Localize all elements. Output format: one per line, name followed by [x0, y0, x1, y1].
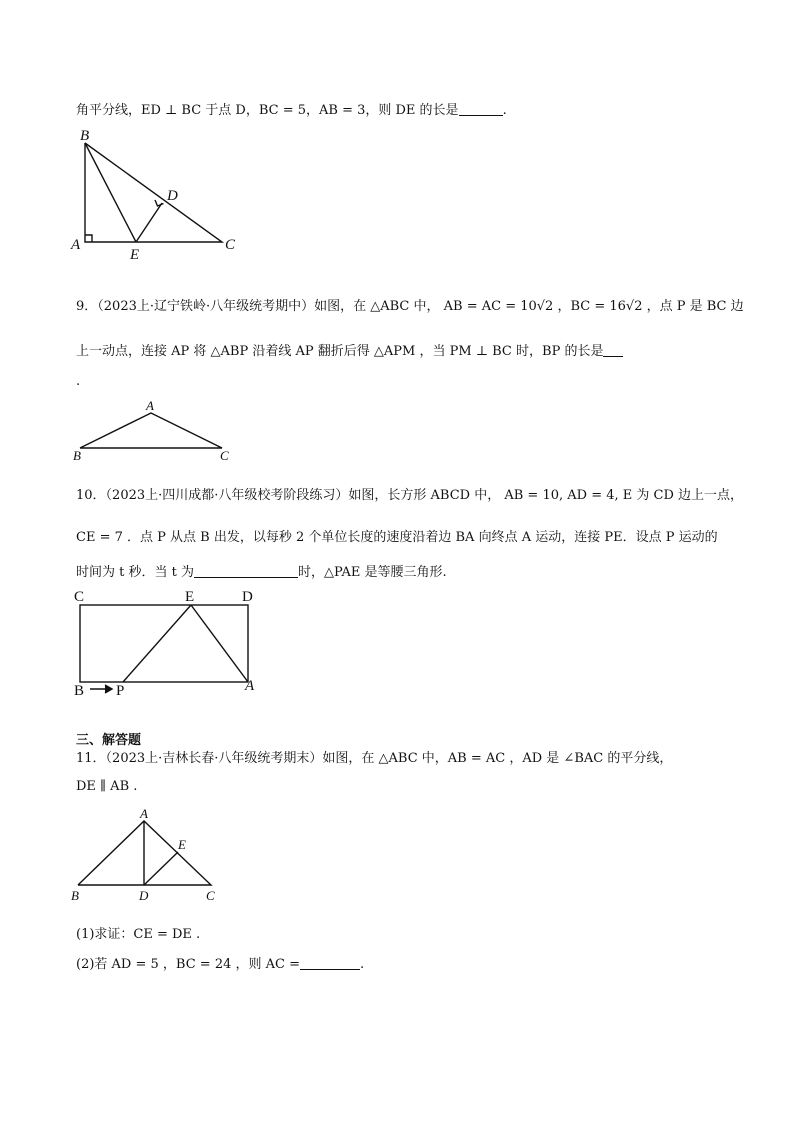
q8-figure — [70, 125, 250, 265]
q11-label-b: B — [71, 888, 79, 903]
q10-line2: CE = 7 ．点 P 从点 B 出发，以每秒 2 个单位长度的速度沿着边 BA 向终点 A 运动，连接 PE．设点 P 运动的 — [76, 530, 718, 545]
q10-rectangle-abcd — [80, 605, 248, 682]
q9-figure — [70, 396, 240, 466]
q8-line1: 角平分线，ED ⊥ BC 于点 D，BC = 5，AB = 3，则 DE 的长是 — [76, 103, 459, 118]
q11-line1: 11．（2023上·吉林长春·八年级统考期末）如图，在 △ABC 中，AB = AC ，AD 是 ∠BAC 的平分线， — [76, 751, 673, 766]
q8-label-c: C — [225, 237, 236, 253]
q10-answer-blank[interactable] — [194, 564, 298, 578]
q8-answer-blank[interactable] — [459, 102, 503, 116]
q10-line1: 10．（2023上·四川成都·八年级校考阶段练习）如图，长方形 ABCD 中， AB = 10, AD = 4, E 为 CD 边上一点， — [76, 488, 744, 503]
q8-label-d: D — [167, 188, 178, 204]
q10-line3a: 时间为 t 秒．当 t 为 — [76, 565, 194, 580]
q9-line3: . — [76, 374, 81, 389]
q8-segment-be — [85, 143, 136, 242]
q11-label-a: A — [140, 806, 148, 821]
q8-segment-ed — [136, 203, 162, 242]
q9-line2-wrap — [76, 343, 623, 361]
q11-label-e: E — [178, 837, 186, 852]
q11-figure — [68, 805, 228, 905]
q9-label-a: A — [146, 398, 154, 413]
q8-triangle-abc — [85, 143, 222, 242]
q9-label-b: B — [73, 448, 81, 463]
q11-part2a: (2)若 AD = 5 ，BC = 24 ，则 AC = — [76, 957, 300, 972]
q9-label-c: C — [220, 448, 229, 463]
q10-figure — [70, 587, 270, 702]
q10-motion-arrow-head — [105, 685, 112, 693]
q11-label-d: D — [139, 888, 149, 903]
q10-label-d: D — [242, 589, 253, 605]
q10-label-b: B — [74, 683, 85, 699]
q11-segment-de — [144, 852, 178, 885]
q8-label-e: E — [130, 247, 140, 263]
q8-text — [76, 102, 507, 120]
q11-part2b: . — [359, 957, 365, 972]
q10-label-e: E — [185, 589, 195, 605]
q8-label-a: A — [71, 237, 81, 253]
q8-label-b: B — [80, 128, 90, 144]
q8-right-angle-a — [85, 235, 92, 242]
section-title: 三、解答题 — [76, 733, 142, 748]
q11-part2 — [76, 956, 364, 974]
q11-line2: DE ∥ AB . — [76, 779, 138, 794]
q10-segment-ea — [191, 605, 248, 682]
q10-line3 — [76, 564, 447, 582]
q9-line2: 上一动点，连接 AP 将 △ABP 沿着线 AP 翻折后得 △APM ，当 PM ⊥ BC 时，BP 的长是 — [76, 344, 604, 359]
q10-label-c: C — [74, 589, 85, 605]
q9-answer-blank[interactable] — [603, 343, 623, 357]
q10-line3b: 时，△PAE 是等腰三角形. — [297, 565, 447, 580]
q11-label-c: C — [206, 888, 215, 903]
q9-triangle-abc — [80, 413, 222, 448]
q8-right-angle-d — [155, 200, 164, 206]
q11-answer-blank[interactable] — [300, 956, 360, 970]
q9-line1: 9．（2023上·辽宁铁岭·八年级统考期中）如图，在 △ABC 中， AB = AC = 10√2 ，BC = 16√2 ，点 P 是 BC 边 — [76, 299, 744, 314]
q8-line1-end: . — [502, 103, 507, 118]
q10-label-a: A — [245, 678, 255, 694]
q11-part1: (1)求证：CE = DE . — [76, 927, 201, 942]
q10-label-p: P — [116, 683, 125, 699]
q10-segment-pe — [123, 605, 191, 682]
